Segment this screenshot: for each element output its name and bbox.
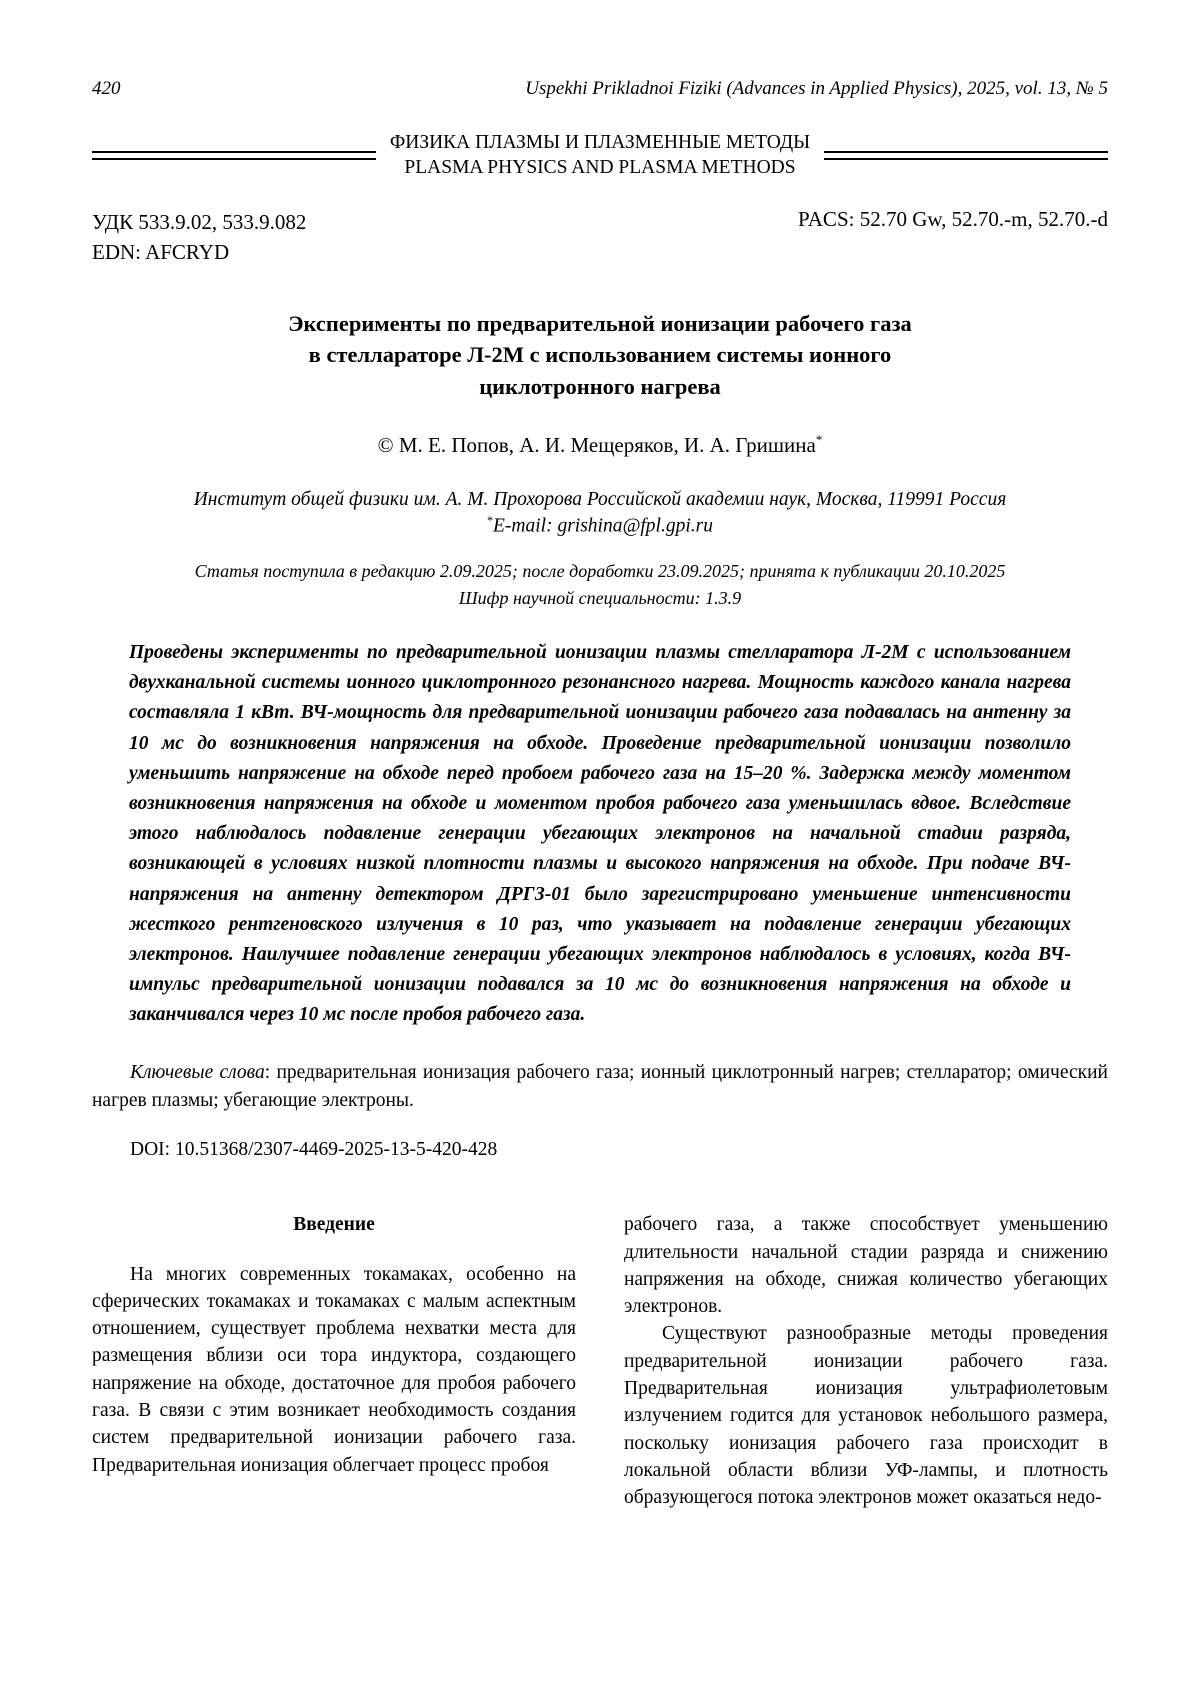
- pacs-code: PACS: 52.70 Gw, 52.70.-m, 52.70.-d: [798, 206, 1108, 231]
- article-meta: [92, 207, 1108, 268]
- authors-line: [92, 432, 1108, 458]
- authors-asterisk: *: [815, 432, 823, 448]
- edn-code: EDN: AFCRYD: [92, 240, 230, 265]
- received-dates: Статья поступила в редакцию 2.09.2025; после доработки 23.09.2025; принята к публикации 20.10.2025: [194, 560, 1006, 581]
- banner-rule-left: [92, 151, 376, 160]
- left-column-paragraph: На многих современных токамаках, особенно на сферических токамаках и токамаках с малым аспектным отношением, существует проблема нехватки места для размещения вблизи оси тора индуктора, создающего напряжение на обходе, достаточное для пробоя рабочего газа. В связи с этим возникает необходимость создания систем предварительной ионизации рабочего газа. Предварительная ионизация облегчает процесс пробоя: [92, 1263, 576, 1476]
- section-banner: [92, 130, 1108, 181]
- email-text: E-mail: grishina@fpl.gpi.ru: [493, 515, 713, 537]
- right-column: [624, 1211, 1108, 1511]
- abstract: Проведены эксперименты по предварительной ионизации плазмы стелларатора Л-2М с использованием двухканальной системы ионного циклотронного резонансного нагрева. Мощность каждого канала нагрева составляла 1 кВт. ВЧ-мощность для предварительной ионизации рабочего газа подавалась на антенну за 10 мс до возникновения напряжения на обходе. Проведение предварительной ионизации позволило уменьшить напряжение на обходе перед пробоем рабочего газа на 15–20 %. Задержка между моментом возникновения напряжения на обходе и моментом пробоя рабочего газа уменьшилась вдвое. Вследствие этого наблюдалось подавление генерации убегающих электронов на начальной стадии разряда, возникающей в условиях низкой плотности плазмы и высокого напряжения на обходе. При подаче ВЧ-напряжения на антенну детектором ДРГЗ-01 было зарегистрировано уменьшение интенсивности жесткого рентгеновского излучения в 10 раз, что указывает на подавление генерации убегающих электронов. Наилучшее подавление генерации убегающих электронов наблюдалось в условиях, когда ВЧ-импульс предварительной ионизации подавался за 10 мс до возникновения напряжения на обходе и заканчивался через 10 мс после пробоя рабочего газа.: [129, 641, 1071, 1026]
- affiliation: Институт общей физики им. А. М. Прохорова Российской академии наук, Москва, 119991 Россия: [193, 489, 1007, 511]
- received-block: [92, 558, 1108, 612]
- body-columns: [92, 1211, 1108, 1511]
- running-head: [92, 78, 1108, 100]
- email-asterisk: *: [487, 513, 493, 528]
- intro-heading: Введение: [293, 1214, 375, 1236]
- right-column-paragraph-1: рабочего газа, а также способствует уменьшению длительности начальной стадии разряда и снижению напряжения на обходе, снижая количество убегающих электронов.: [624, 1214, 1108, 1318]
- page-number: 420: [92, 78, 121, 99]
- banner-rule-right: [824, 151, 1108, 160]
- keywords: [92, 1059, 1108, 1116]
- journal-reference: Uspekhi Prikladnoi Fiziki (Advances in Applied Physics), 2025, vol. 13, № 5: [525, 78, 1108, 99]
- udk-code: УДК 533.9.02, 533.9.082: [92, 209, 307, 234]
- article-title: Эксперименты по предварительной ионизации рабочего газа в стеллараторе Л-2М с использованием системы ионного циклотронного нагрева: [288, 310, 912, 399]
- left-column: [92, 1211, 576, 1511]
- email-line: [92, 513, 1108, 538]
- keywords-text: : предварительная ионизация рабочего газа; ионный циклотронный нагрев; стелларатор; омический нагрев плазмы; убегающие электроны.: [92, 1061, 1108, 1111]
- doi: DOI: 10.51368/2307-4469-2025-13-5-420-428: [130, 1139, 498, 1161]
- section-banner-text: ФИЗИКА ПЛАЗМЫ И ПЛАЗМЕННЫЕ МЕТОДЫ PLASMA PHYSICS AND PLASMA METHODS: [389, 132, 811, 179]
- right-column-paragraph-2: Существуют разнообразные методы проведения предварительной ионизации рабочего газа. Предварительная ионизация ультрафиолетовым излучением годится для установок небольшого размера, поскольку ионизация рабочего газа происходит в локальной области вблизи УФ-лампы, и плотность образующегося потока электронов может оказаться недо-: [624, 1323, 1108, 1509]
- authors-text: © М. Е. Попов, А. И. Мещеряков, И. А. Гришина: [377, 433, 816, 458]
- specialty-code: Шифр научной специальности: 1.3.9: [458, 587, 742, 608]
- keywords-label: Ключевые слова: [130, 1061, 265, 1083]
- meta-left: [92, 207, 306, 268]
